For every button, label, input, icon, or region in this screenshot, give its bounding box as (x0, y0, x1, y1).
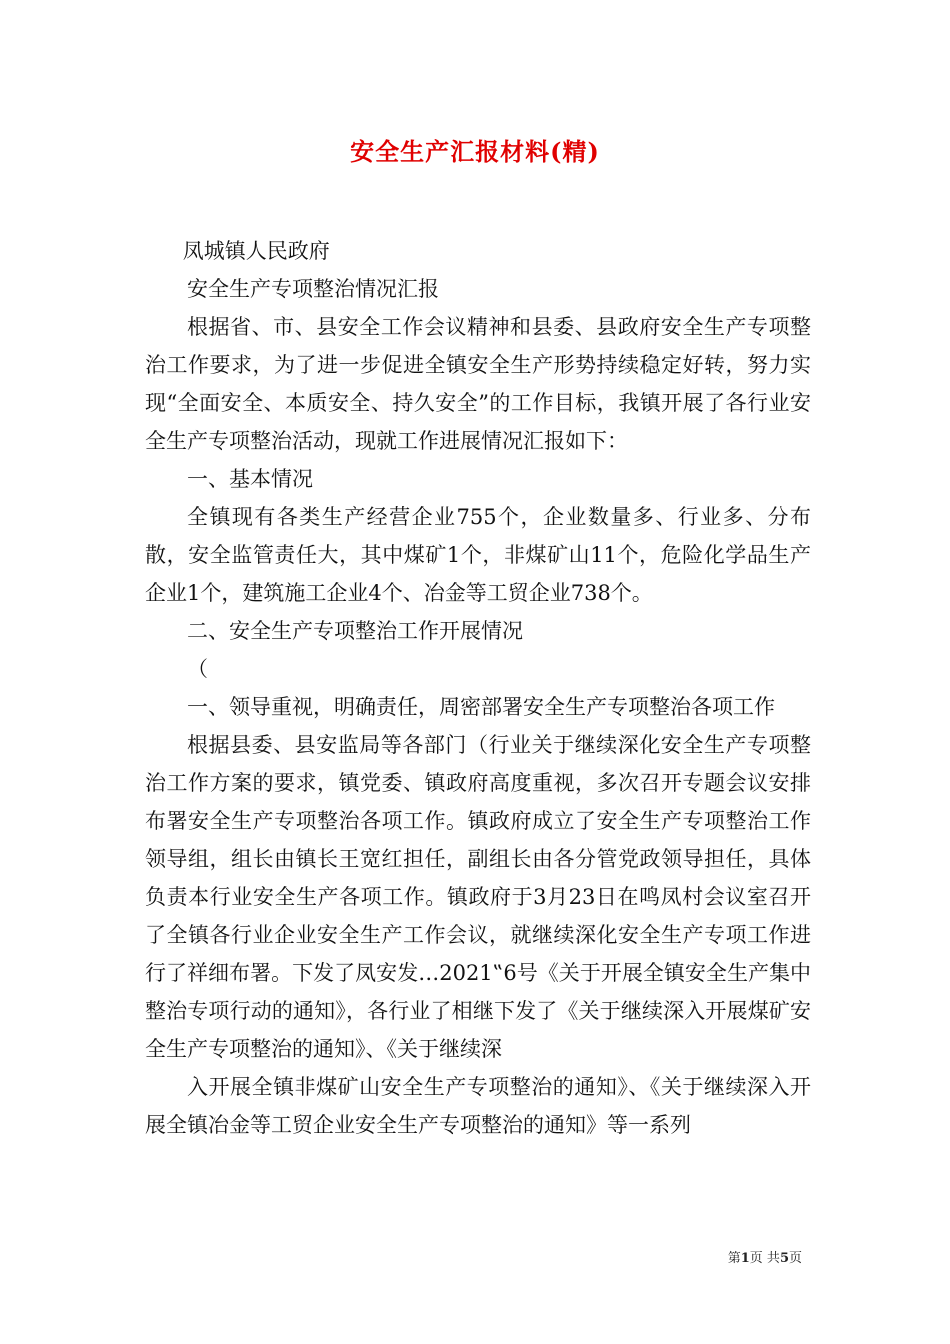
paragraph-basic-situation: 全镇现有各类生产经营企业755个，企业数量多、行业多、分布散，安全监管责任大，其中煤矿1个，非煤矿山11个，危险化学品生产企业1个，建筑施工企业4个、冶金等工贸企业738个。 (145, 505, 811, 605)
paragraph-intro: 根据省、市、县安全工作会议精神和县委、县政府安全生产专项整治工作要求，为了进一步促进全镇安全生产形势持续稳定好转，努力实现“全面安全、本质安全、持久安全”的工作目标，我镇开展了各行业安全生产专项整治活动，现就工作进展情况汇报如下： (145, 315, 811, 453)
footer-current-page: 1 (740, 1251, 750, 1266)
paragraph-bracket: （ (187, 657, 208, 681)
paragraph-leadership: 根据县委、县安监局等各部门（行业关于继续深化安全生产专项整治工作方案的要求，镇党委、镇政府高度重视，多次召开专题会议安排布署安全生产专项整治各项工作。镇政府成立了安全生产专项整治工作领导组，组长由镇长王宽红担任，副组长由各分管党政领导担任，具体负责本行业安全生产各项工作。镇政府于3月23日在鸣凤村会议室召开了全镇各行业企业安全生产工作会议，就继续深化安全生产专项工作进行了祥细布署。下发了凤安发…2021‟6号《关于开展全镇安全生产集中整治专项行动的通知》，各行业了相继下发了《关于继续深入开展煤矿安全生产专项整治的通知》、《关于继续深 (145, 733, 811, 1061)
footer-prefix: 第 (727, 1251, 741, 1266)
section-heading-basic: 一、基本情况 (187, 467, 313, 491)
paragraph-organization: 凤城镇人民政府 (182, 239, 330, 263)
paragraph-report-title: 安全生产专项整治情况汇报 (187, 277, 439, 301)
document-title: 安全生产汇报材料(精) (350, 137, 600, 166)
page-number-footer (728, 1247, 802, 1266)
document-body (145, 232, 811, 1144)
footer-middle: 页 共 (749, 1251, 780, 1266)
footer-total-pages: 5 (779, 1251, 789, 1266)
footer-suffix: 页 (788, 1251, 802, 1266)
section-heading-progress: 二、安全生产专项整治工作开展情况 (187, 619, 523, 643)
paragraph-continuation: 入开展全镇非煤矿山安全生产专项整治的通知》、《关于继续深入开展全镇冶金等工贸企业安全生产专项整治的通知》等一系列 (145, 1075, 811, 1137)
subsection-heading-leadership: 一、领导重视，明确责任，周密部署安全生产专项整治各项工作 (187, 695, 775, 719)
